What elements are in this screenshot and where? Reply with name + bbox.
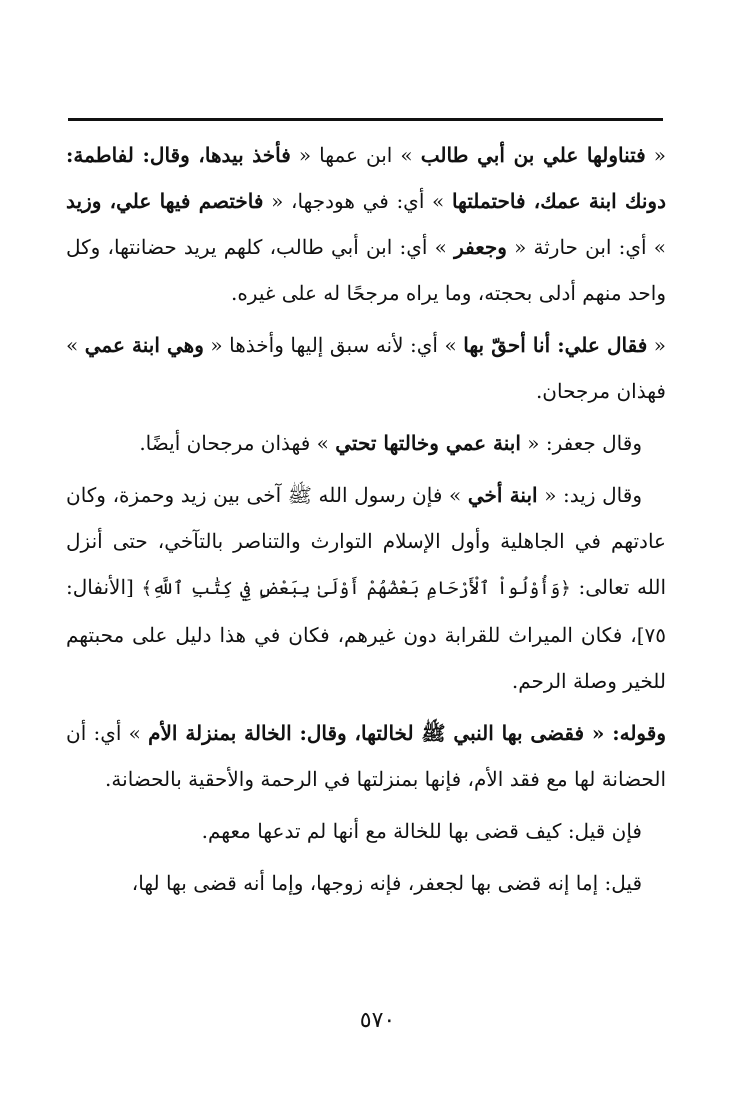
text-segment: فإن قيل: كيف قضى بها للخالة مع أنها لم تدعها معهم. (201, 819, 642, 843)
text-segment: » فهذان مرجحان أيضًا. (139, 431, 336, 455)
bold-text-segment: فاختصم فيها علي، وزيد (66, 189, 264, 213)
text-segment: » أي: ابن أبي طالب، كلهم يريد حضانتها، وكل واحد منهم أدلى بحجته، وما يراه مرجحًا له على غيره. (66, 235, 666, 305)
bold-text-segment: فقضى بها النبي ﷺ لخالتها، وقال: الخالة بمنزلة الأم (148, 721, 585, 745)
paragraph (66, 808, 666, 854)
text-segment: » ابن عمها « (290, 143, 421, 167)
bold-text-segment: وهي ابنة عمي (84, 333, 204, 357)
bold-text-segment: ابنة أخي (467, 483, 538, 507)
body-text (66, 132, 666, 912)
header-rule (68, 118, 663, 121)
bold-text-segment: فقال علي: أنا أحقّ بها (463, 333, 648, 357)
text-segment: » أي: في هودجها، « (263, 189, 452, 213)
bold-text-segment: وقوله: « (584, 721, 666, 745)
paragraph (66, 472, 666, 704)
paragraph (66, 710, 666, 802)
text-segment: » فإن رسول الله ﷺ آخى بين زيد وحمزة، وكان عادتهم في الجاهلية وأول الإسلام التوارث والتناصر بالتآخي، حتى أنزل الله تعالى: (66, 483, 666, 599)
bold-text-segment: وجعفر (454, 235, 507, 259)
text-segment: « (647, 333, 667, 357)
text-segment: قيل: إما إنه قضى بها لجعفر، فإنه زوجها، وإما أنه قضى بها لها، (131, 871, 642, 895)
paragraph (66, 132, 666, 316)
text-segment: وقال جعفر: « (520, 431, 642, 455)
paragraph (66, 322, 666, 414)
bold-text-segment: فتناولها علي بن أبي طالب (420, 143, 646, 167)
text-segment: » أي: لأنه سبق إليها وأخذها « (203, 333, 464, 357)
quran-verse: ﴿وَأُوْلُواْ ٱلْأَرْحَامِ بَعْضُهُمْ أَوْلَىٰ بِبَعْضٍ فِي كِتَٰبِ ٱللَّهِ﴾ (141, 578, 571, 599)
text-segment: » فهذان مرجحان. (66, 333, 666, 403)
text-segment: وقال زيد: « (537, 483, 642, 507)
bold-text-segment: ابنة عمي وخالتها تحتي (335, 431, 521, 455)
text-segment: « (645, 143, 666, 167)
text-segment: » أي: ابن حارثة « (506, 235, 667, 259)
paragraph (66, 420, 666, 466)
text-segment: [الأنفال: ٧٥]، فكان الميراث للقرابة دون غيرهم، فكان في هذا دليل على محبتهم للخير وصلة الرحم. (66, 575, 666, 693)
paragraph (66, 860, 666, 906)
text-segment: » أي: أن الحضانة لها مع فقد الأم، فإنها بمنزلتها في الرحمة والأحقية بالحضانة. (66, 721, 666, 791)
page-number: ٥٧٠ (359, 1008, 396, 1033)
bold-text-segment: فأخذ بيدها، وقال: لفاطمة: دونك ابنة عمك، فاحتملتها (66, 143, 666, 213)
